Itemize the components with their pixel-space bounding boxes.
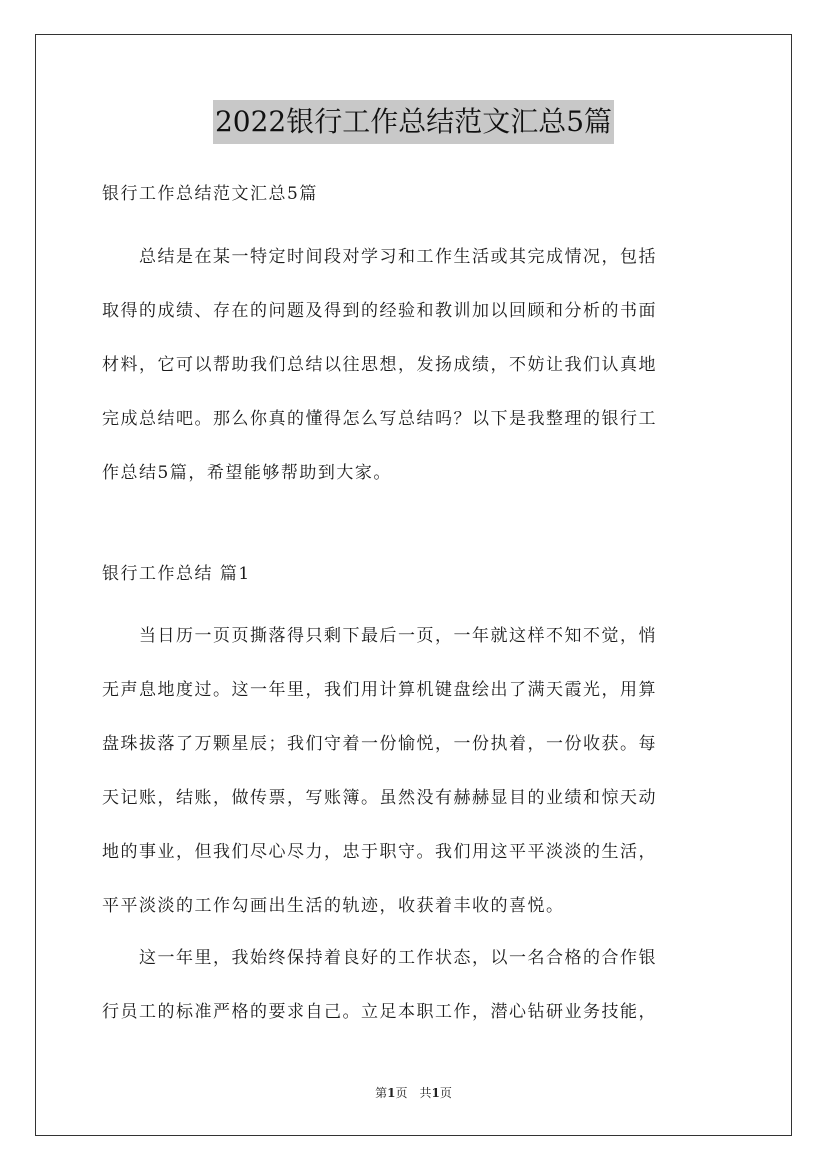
intro-paragraph — [102, 230, 726, 500]
page-number: 1 — [387, 1086, 396, 1100]
title-container — [0, 100, 827, 144]
text-line: 无声息地度过。这一年里，我们用计算机键盘绘出了满天霞光，用算 — [102, 680, 657, 700]
text-line: 平平淡淡的工作勾画出生活的轨迹，收获着丰收的喜悦。 — [102, 896, 565, 916]
section1-paragraph-1 — [102, 609, 726, 933]
page-footer — [0, 1084, 827, 1101]
text-line: 作总结5篇，希望能够帮助到大家。 — [102, 463, 392, 483]
text-line: 盘珠拔落了万颗星辰；我们守着一份愉悦，一份执着，一份收获。每 — [102, 734, 657, 754]
document-title: 2022银行工作总结范文汇总5篇 — [213, 100, 614, 144]
page-prefix: 第 — [375, 1086, 388, 1100]
text-line: 完成总结吧。那么你真的懂得怎么写总结吗？以下是我整理的银行工 — [102, 409, 657, 429]
section-heading: 银行工作总结 篇1 — [102, 564, 251, 584]
text-line: 材料，它可以帮助我们总结以往思想，发扬成绩，不妨让我们认真地 — [102, 355, 657, 375]
text-line: 总结是在某一特定时间段对学习和工作生活或其完成情况，包括 — [102, 247, 657, 267]
text-line: 取得的成绩、存在的问题及得到的经验和教训加以回顾和分析的书面 — [102, 301, 657, 321]
text-line: 行员工的标准严格的要求自己。立足本职工作，潜心钻研业务技能， — [102, 1002, 657, 1022]
page-suffix: 页 — [439, 1086, 452, 1100]
text-line: 当日历一页页撕落得只剩下最后一页，一年就这样不知不觉，悄 — [102, 626, 657, 646]
section1-paragraph-2 — [102, 931, 726, 1039]
text-line: 这一年里，我始终保持着良好的工作状态，以一名合格的合作银 — [102, 948, 657, 968]
document-subtitle: 银行工作总结范文汇总5篇 — [102, 184, 318, 204]
text-line: 天记账，结账，做传票，写账簿。虽然没有赫赫显目的业绩和惊天动 — [102, 788, 657, 808]
page-total: 1 — [431, 1086, 440, 1100]
page-mid: 页 共 — [395, 1086, 432, 1100]
text-line: 地的事业，但我们尽心尽力，忠于职守。我们用这平平淡淡的生活， — [102, 842, 657, 862]
